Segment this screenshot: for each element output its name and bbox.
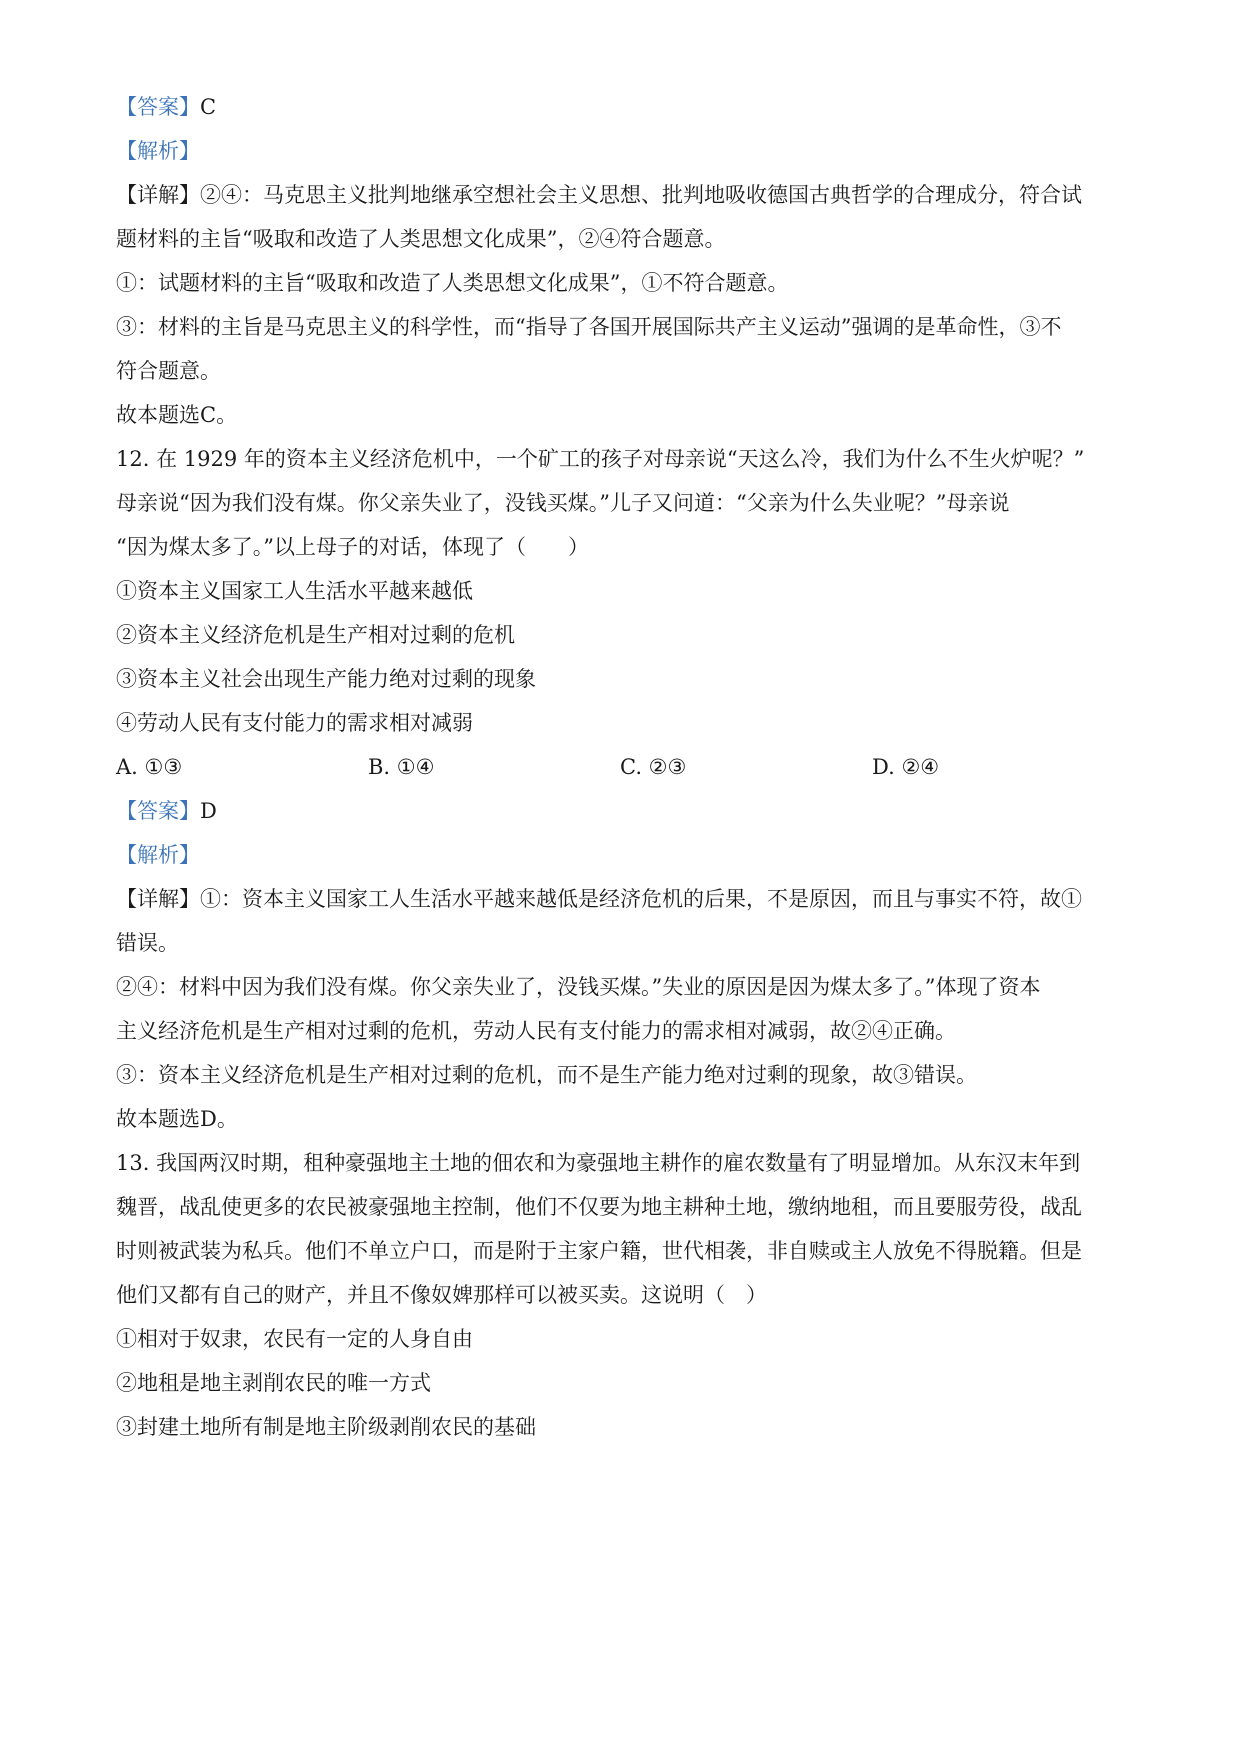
question-stem: 12. 在 1929 年的资本主义经济危机中，一个矿工的孩子对母亲说“天这么冷，我们为什么不生火炉呢？” bbox=[116, 447, 1085, 471]
paragraph-line: 符合题意。 bbox=[116, 359, 221, 383]
detail-line bbox=[116, 884, 1082, 914]
detail-text: ②④：马克思主义批判地继承空想社会主义思想、批判地吸收德国古典哲学的合理成分，符合试 bbox=[200, 183, 1082, 207]
answer-tag: 【答案】 bbox=[116, 799, 200, 823]
answer-value: D bbox=[200, 799, 217, 823]
paragraph-line: ③：材料的主旨是马克思主义的科学性，而“指导了各国开展国际共产主义运动”强调的是革命性，③不 bbox=[116, 315, 1062, 339]
statement-item: ④劳动人民有支付能力的需求相对减弱 bbox=[116, 711, 473, 735]
paragraph-line: 主义经济危机是生产相对过剩的危机，劳动人民有支付能力的需求相对减弱，故②④正确。 bbox=[116, 1019, 956, 1043]
analysis-heading bbox=[116, 840, 200, 870]
question-stem: 魏晋，战乱使更多的农民被豪强地主控制，他们不仅要为地主耕种土地，缴纳地租，而且要服劳役，战乱 bbox=[116, 1195, 1082, 1219]
question-stem: “因为煤太多了。”以上母子的对话，体现了（ ） bbox=[116, 535, 589, 559]
paragraph-line: 错误。 bbox=[116, 931, 179, 955]
paragraph-line: ②④：材料中因为我们没有煤。你父亲失业了，没钱买煤。”失业的原因是因为煤太多了。”体现了资本 bbox=[116, 975, 1041, 999]
option-b: B. ①④ bbox=[368, 755, 435, 779]
detail-tag: 【详解】 bbox=[116, 183, 200, 207]
detail-line bbox=[116, 180, 1082, 210]
question-stem: 他们又都有自己的财产，并且不像奴婢那样可以被买卖。这说明（ ） bbox=[116, 1283, 767, 1307]
answer-line bbox=[116, 92, 216, 122]
analysis-heading bbox=[116, 136, 200, 166]
paragraph-line: 题材料的主旨“吸取和改造了人类思想文化成果”，②④符合题意。 bbox=[116, 227, 726, 251]
conclusion-line: 故本题选C。 bbox=[116, 403, 238, 427]
detail-text: ①：资本主义国家工人生活水平越来越低是经济危机的后果，不是原因，而且与事实不符，故① bbox=[200, 887, 1082, 911]
statement-item: ③封建土地所有制是地主阶级剥削农民的基础 bbox=[116, 1415, 536, 1439]
detail-tag: 【详解】 bbox=[116, 887, 200, 911]
analysis-tag: 【解析】 bbox=[116, 139, 200, 163]
statement-item: ②资本主义经济危机是生产相对过剩的危机 bbox=[116, 623, 515, 647]
option-d: D. ②④ bbox=[872, 755, 940, 779]
question-stem: 时则被武装为私兵。他们不单立户口，而是附于主家户籍，世代相袭，非自赎或主人放免不得脱籍。但是 bbox=[116, 1239, 1082, 1263]
answer-tag: 【答案】 bbox=[116, 95, 200, 119]
analysis-tag: 【解析】 bbox=[116, 843, 200, 867]
answer-value: C bbox=[200, 95, 217, 119]
question-stem: 13. 我国两汉时期，租种豪强地主土地的佃农和为豪强地主耕作的雇农数量有了明显增加。从东汉末年到 bbox=[116, 1151, 1081, 1175]
statement-item: ①相对于奴隶，农民有一定的人身自由 bbox=[116, 1327, 473, 1351]
option-a: A. ①③ bbox=[116, 755, 183, 779]
paragraph-line: ①：试题材料的主旨“吸取和改造了人类思想文化成果”，①不符合题意。 bbox=[116, 271, 789, 295]
conclusion-line: 故本题选D。 bbox=[116, 1107, 238, 1131]
paragraph-line: ③：资本主义经济危机是生产相对过剩的危机，而不是生产能力绝对过剩的现象，故③错误。 bbox=[116, 1063, 977, 1087]
option-c: C. ②③ bbox=[620, 755, 687, 779]
question-stem: 母亲说“因为我们没有煤。你父亲失业了，没钱买煤。”儿子又问道：“父亲为什么失业呢？”母亲说 bbox=[116, 491, 1010, 515]
answer-line bbox=[116, 796, 217, 826]
statement-item: ③资本主义社会出现生产能力绝对过剩的现象 bbox=[116, 667, 536, 691]
statement-item: ①资本主义国家工人生活水平越来越低 bbox=[116, 579, 473, 603]
statement-item: ②地租是地主剥削农民的唯一方式 bbox=[116, 1371, 431, 1395]
